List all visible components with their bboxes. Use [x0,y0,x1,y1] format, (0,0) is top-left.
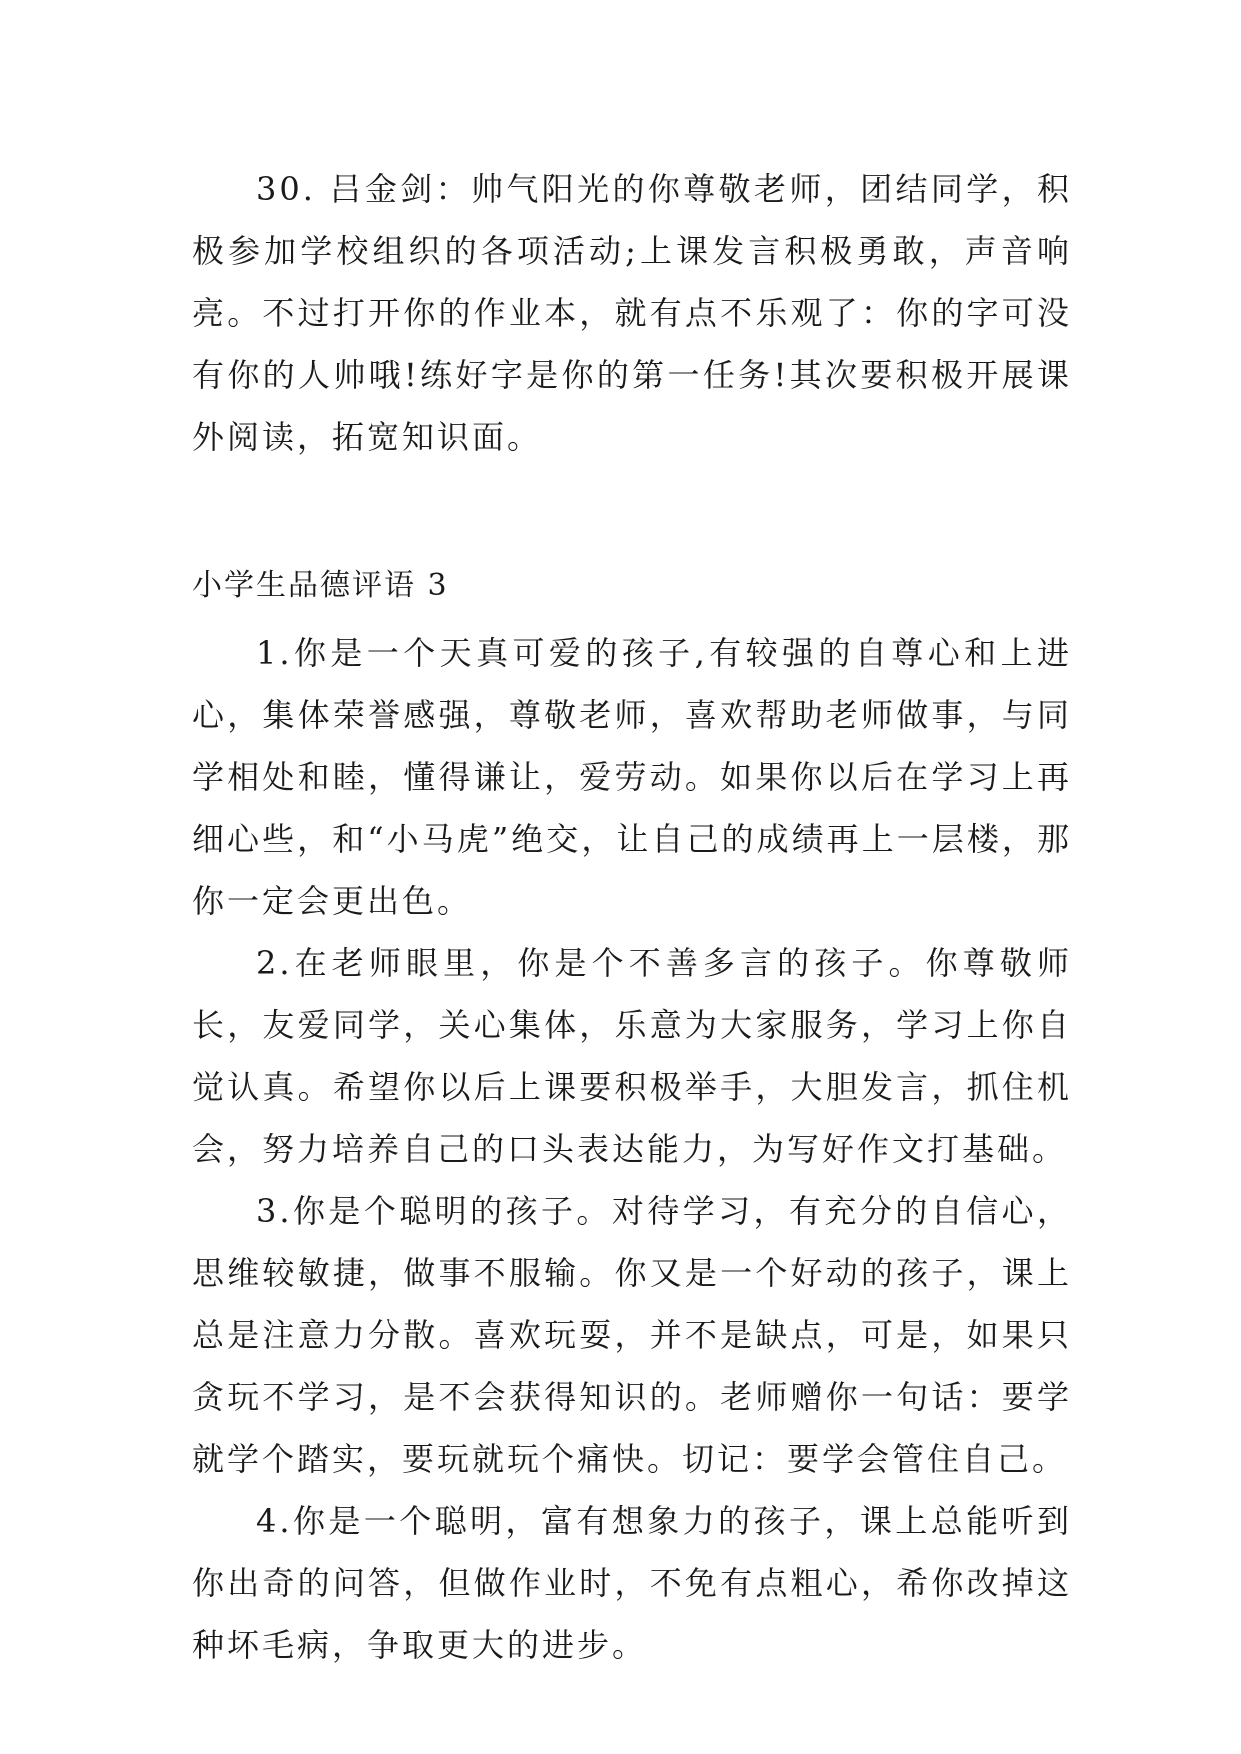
comment-item-2: 2.在老师眼里，你是个不善多言的孩子。你尊敬师长，友爱同学，关心集体，乐意为大家服务，学习上你自觉认真。希望你以后上课要积极举手，大胆发言，抓住机会，努力培养自己的口头表达能力，为写好作文打基础。 [192,944,1072,1168]
comment-item-4: 4.你是一个聪明，富有想象力的孩子，课上总能听到你出奇的问答，但做作业时，不免有点粗心，希你改掉这种坏毛病，争取更大的进步。 [192,1502,1072,1664]
comment-item-3: 3.你是个聪明的孩子。对待学习，有充分的自信心，思维较敏捷，做事不服输。你又是一个好动的孩子，课上总是注意力分散。喜欢玩耍，并不是缺点，可是，如果只贪玩不学习，是不会获得知识的。老师赠你一句话：要学就学个踏实，要玩就玩个痛快。切记：要学会管住自己。 [192,1192,1072,1478]
comment-item-1: 1.你是一个天真可爱的孩子,有较强的自尊心和上进心，集体荣誉感强，尊敬老师，喜欢帮助老师做事，与同学相处和睦，懂得谦让，爱劳动。如果你以后在学习上再细心些，和“小马虎”绝交，让自己的成绩再上一层楼，那你一定会更出色。 [192,634,1072,920]
comment-paragraph-30: 30. 吕金剑：帅气阳光的你尊敬老师，团结同学，积极参加学校组织的各项活动;上课发言积极勇敢，声音响亮。不过打开你的作业本，就有点不乐观了：你的字可没有你的人帅哦!练好字是你的第一任务!其次要积极开展课外阅读，拓宽知识面。 [192,170,1072,456]
section-title: 小学生品德评语 3 [192,568,449,603]
document-page [192,158,1072,1676]
